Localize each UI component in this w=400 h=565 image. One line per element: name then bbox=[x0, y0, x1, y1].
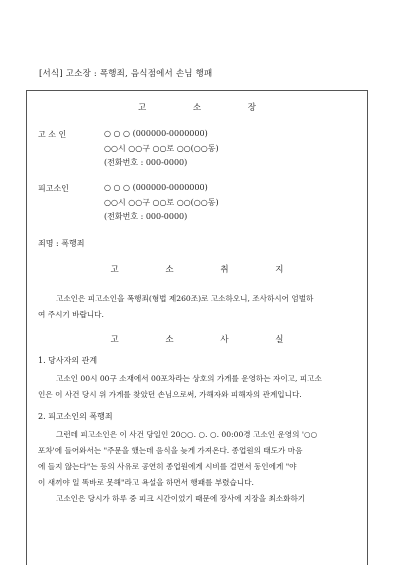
section2-body bbox=[38, 427, 363, 507]
section2-heading: 2. 피고소인의 폭행죄 bbox=[38, 412, 113, 421]
accused-name: ○ ○ ○ (000000-0000000) bbox=[104, 183, 208, 192]
accused-label: 피고소인 bbox=[38, 184, 69, 193]
complainant-phone: (전화번호 : 000-0000) bbox=[104, 158, 188, 167]
complainant-label: 고 소 인 bbox=[38, 130, 67, 139]
section1-line: 고소인 00시 00구 소재에서 00포차라는 상호의 가게를 운영하는 자이고, 피고소 bbox=[56, 374, 322, 383]
section1-body bbox=[38, 371, 363, 403]
purpose-paragraph bbox=[38, 291, 363, 323]
purpose-line: 고소인은 피고소인을 폭행죄(형법 제260조)로 고소하오니, 조사하시어 엄벌하 bbox=[56, 294, 314, 303]
accused-address: ○○시 ○○구 ○○로 ○○(○○동) bbox=[104, 198, 219, 207]
accused-phone: (전화번호 : 000-0000) bbox=[104, 212, 188, 221]
complainant-address: ○○시 ○○구 ○○로 ○○(○○동) bbox=[104, 144, 219, 153]
purpose-title: 고 소 취 지 bbox=[110, 265, 306, 275]
section2-line: 포차'에 들어와서는 "주문을 했는데 음식을 늦게 가져온다. 종업원의 태도가 마음 bbox=[38, 446, 303, 455]
section2-line: 고소인은 당시가 하루 중 피크 시간이었기 때문에 장사에 지장을 최소화하기 bbox=[56, 494, 306, 503]
section2-line: 에 들지 않는다"는 등의 사유로 공연히 종업원에게 시비를 걸면서 동인에게 "야 bbox=[38, 462, 297, 471]
charge-line: 죄명 : 폭행죄 bbox=[38, 239, 85, 248]
complaint-sheet bbox=[26, 90, 368, 565]
purpose-line: 여 주시기 바랍니다. bbox=[38, 310, 104, 319]
form-caption: [서식] 고소장 : 폭행죄, 음식점에서 손님 행패 bbox=[39, 69, 213, 79]
section2-line: 그런데 피고소인은 이 사건 당일인 20○○. ○. ○. 00:00경 고소인 운영의 '○○ bbox=[56, 430, 318, 439]
section1-heading: 1. 당사자의 관계 bbox=[38, 356, 98, 365]
section1-line: 인은 이 사건 당시 위 가게를 찾았던 손님으로써, 가해자와 피해자의 관계입니다. bbox=[38, 390, 302, 399]
section2-line: 이 새끼야 일 똑바로 못해"라고 욕설을 하면서 행패를 부렸습니다. bbox=[38, 478, 254, 487]
document-title: 고 소 장 bbox=[137, 103, 279, 113]
facts-title: 고 소 사 실 bbox=[110, 335, 306, 345]
complainant-name: ○ ○ ○ (000000-0000000) bbox=[104, 129, 208, 138]
